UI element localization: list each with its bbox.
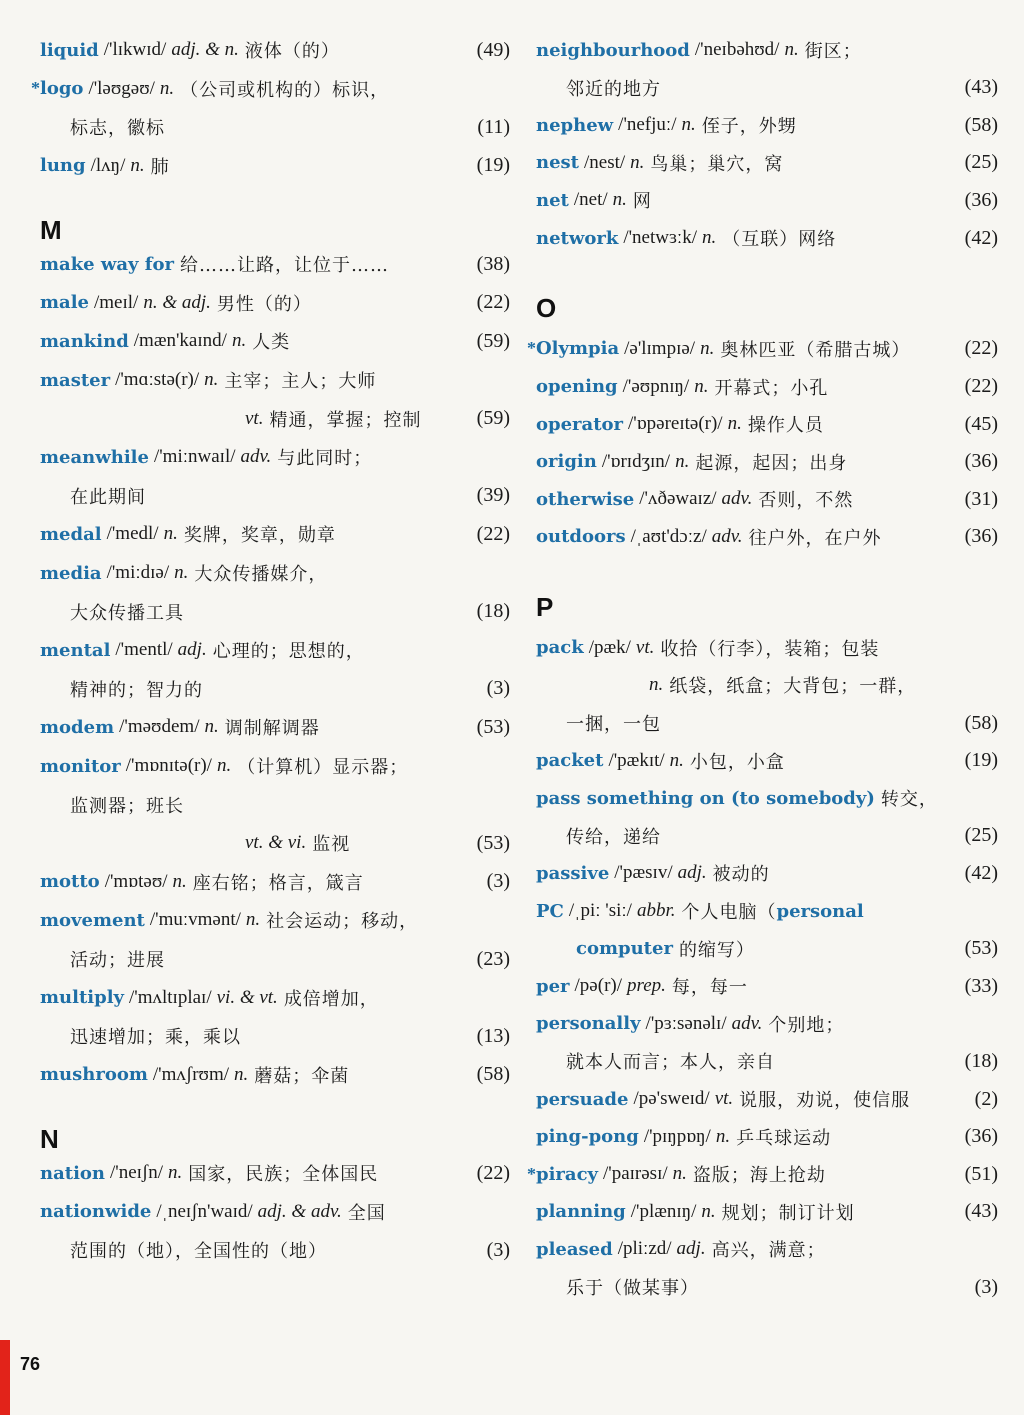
entry-continuation [536, 73, 998, 103]
definition: 成倍增加， [283, 988, 379, 1010]
definition: 调制解调器 [224, 718, 320, 740]
definition: 往户外，在户外 [748, 527, 882, 549]
definition-continuation: 活动；进展 [70, 950, 165, 972]
definition: 奖牌，奖章，勋章 [183, 525, 336, 547]
section-letter-p: P [536, 591, 554, 622]
headword: lung [40, 155, 86, 177]
part-of-speech: n. [675, 450, 690, 472]
entry-continuation [536, 1272, 998, 1302]
headword: nation [40, 1162, 105, 1184]
phonetic: /'pæsɪv/ [614, 862, 673, 884]
definition: 蘑菇；伞菌 [254, 1065, 350, 1087]
entry-modem [40, 712, 510, 742]
definition: 奥林匹亚（希腊古城） [720, 339, 911, 361]
unit-number: (3) [486, 677, 510, 700]
entry-olympia [527, 334, 998, 364]
unit-number: (3) [486, 870, 510, 893]
definition-continuation: 传给，递给 [566, 826, 661, 848]
unit-number: (25) [964, 151, 998, 174]
entry-planning [536, 1197, 998, 1227]
part-of-speech: n. [159, 77, 175, 99]
headword: opening [536, 376, 618, 398]
entry-male [40, 288, 510, 318]
definition: 男性（的） [216, 293, 312, 315]
definition: 街区； [804, 41, 862, 62]
keyword: computer [576, 938, 673, 960]
headword: per [536, 975, 570, 997]
part-of-speech: adv. [731, 1012, 763, 1034]
part-of-speech: prep. [627, 975, 666, 997]
headword: liquid [40, 39, 99, 61]
entry-continuation [40, 1021, 510, 1051]
unit-number: (18) [476, 600, 510, 623]
entry-liquid [40, 35, 510, 65]
entry-monitor [40, 751, 510, 781]
entry-pleased [536, 1234, 998, 1264]
part-of-speech: n. [168, 1162, 183, 1184]
definition: 液体（的） [244, 41, 340, 62]
entry-movement [40, 905, 510, 935]
entry-continuation [40, 1235, 510, 1265]
unit-number: (53) [476, 831, 510, 854]
entry-packet [536, 746, 998, 776]
part-of-speech: n. [630, 151, 645, 173]
headword: logo [40, 78, 84, 100]
part-of-speech: n. [204, 716, 219, 738]
part-of-speech: vt. & vi. [245, 832, 307, 854]
definition: 个别地； [768, 1014, 845, 1036]
entry-personally [536, 1009, 998, 1039]
phonetic: /'pɪŋpɒŋ/ [643, 1125, 711, 1147]
definition: 全国 [347, 1202, 386, 1224]
entry-piracy [527, 1159, 998, 1189]
part-of-speech: n. [701, 1200, 716, 1222]
definition-continuation: 邻近的地方 [566, 78, 661, 100]
entry-nephew [536, 110, 998, 140]
headword: piracy [536, 1163, 598, 1185]
phonetic: /'netwɜːk/ [623, 227, 697, 248]
headword: PC [536, 900, 564, 922]
part-of-speech: adv. [240, 446, 272, 468]
entry-passive [536, 858, 998, 888]
definition: 盗版；海上抢劫 [692, 1165, 826, 1187]
unit-number: (39) [476, 484, 510, 507]
definition: 心理的；思想的， [212, 641, 365, 663]
page-edge-bar [0, 1340, 10, 1415]
part-of-speech: n. [649, 674, 664, 696]
definition: （计算机）显示器； [237, 757, 409, 779]
entry-operator [536, 409, 998, 439]
unit-number: (53) [964, 937, 998, 960]
entry-continuation [536, 708, 998, 738]
part-of-speech: adj. & n. [171, 39, 239, 60]
part-of-speech: adj. & adv. [257, 1200, 342, 1222]
part-of-speech: n. [669, 749, 684, 771]
part-of-speech: n. [672, 1163, 687, 1185]
phonetic: /'nefjuː/ [618, 114, 677, 136]
part-of-speech: adv. [721, 488, 753, 510]
unit-number: (36) [964, 1125, 998, 1148]
unit-number: (36) [964, 525, 998, 548]
definition: 乒乓球运动 [736, 1127, 832, 1149]
headword: nest [536, 152, 579, 174]
definition: 大众传播媒介， [194, 564, 328, 586]
phonetic: /'neɪʃn/ [110, 1162, 164, 1184]
phonetic: /net/ [573, 189, 608, 211]
phonetic: /pliːzd/ [617, 1238, 672, 1260]
definition: 肺 [150, 156, 170, 178]
definition: 精通，掌握；控制 [269, 409, 422, 431]
phonetic: /'medl/ [106, 523, 159, 545]
phonetic: /'pækɪt/ [608, 749, 665, 771]
part-of-speech: vt. [635, 636, 655, 658]
unit-number: (19) [476, 154, 510, 177]
phonetic: /mæn'kaɪnd/ [133, 330, 227, 352]
unit-number: (23) [476, 947, 510, 970]
definition: 社会运动；移动， [266, 911, 419, 933]
part-of-speech: adj. [676, 1238, 706, 1260]
phonetic: /'mɑːstə(r)/ [115, 369, 200, 391]
entry-continuation [536, 670, 998, 700]
part-of-speech: abbr. [636, 900, 676, 922]
entry-continuation [536, 934, 998, 964]
headword: operator [536, 413, 623, 435]
definition: 侄子，外甥 [701, 116, 797, 138]
part-of-speech: n. [231, 330, 247, 352]
entry-meanwhile [40, 442, 510, 472]
unit-number: (22) [964, 375, 998, 398]
definition: 与此同时； [277, 448, 373, 470]
definition: 鸟巢；巢穴，窝 [650, 153, 784, 175]
unit-number: (53) [476, 715, 510, 738]
part-of-speech: n. [681, 114, 696, 136]
headword: network [536, 227, 619, 249]
entry-logo [31, 74, 510, 104]
phonetic: /'muːvmənt/ [149, 909, 241, 931]
part-of-speech: n. [216, 755, 232, 777]
definition: 被动的 [712, 864, 770, 886]
entry-nation [40, 1158, 510, 1188]
unit-number: (31) [964, 487, 998, 510]
entry-continuation [40, 112, 510, 142]
part-of-speech: n. [700, 337, 715, 359]
unit-number: (11) [477, 115, 510, 138]
headword: male [40, 292, 89, 314]
entry-continuation [536, 1046, 998, 1076]
part-of-speech: n. [163, 523, 178, 545]
definition: （公司或机构的）标识， [180, 79, 390, 101]
phonetic: /lʌŋ/ [90, 154, 126, 176]
definition: 给……让路，让位于…… [180, 255, 390, 277]
phonetic: /pə'sweɪd/ [633, 1088, 710, 1110]
entry-continuation [40, 828, 510, 858]
part-of-speech: n. [727, 413, 742, 435]
definition: 人类 [252, 332, 291, 354]
headword: mushroom [40, 1064, 148, 1086]
definition: 国家，民族；全体国民 [188, 1164, 379, 1186]
part-of-speech: n. [715, 1125, 731, 1147]
part-of-speech: n. [612, 189, 627, 211]
part-of-speech: n. [204, 369, 219, 391]
definition: 纸袋，纸盒；大背包；一群， [669, 676, 917, 698]
entry-mankind [40, 326, 510, 356]
definition: （互联）网络 [722, 229, 837, 250]
asterisk-mark: * [31, 78, 40, 99]
unit-number: (58) [964, 113, 998, 136]
part-of-speech: n. [701, 227, 717, 248]
phonetic: /'mentl/ [115, 639, 173, 661]
headword: media [40, 562, 102, 584]
definition-continuation: 大众传播工具 [70, 602, 184, 624]
phonetic: /'miːdɪə/ [106, 562, 170, 584]
entry-motto [40, 867, 510, 897]
headword: origin [536, 451, 597, 473]
headword: planning [536, 1201, 626, 1223]
unit-number: (22) [476, 291, 510, 314]
entry-continuation [40, 944, 510, 974]
definition-continuation: 标志，徽标 [70, 118, 165, 140]
headword: neighbourhood [536, 39, 690, 61]
entry-per [536, 971, 998, 1001]
phonetic: /'plænɪŋ/ [630, 1200, 697, 1222]
unit-number: (42) [964, 861, 998, 884]
phonetic: /pə(r)/ [574, 975, 623, 997]
definition: 个人电脑（ [681, 902, 777, 924]
part-of-speech: adv. [711, 525, 743, 547]
entry-pass [536, 783, 998, 813]
unit-number: (22) [476, 522, 510, 545]
headword: Olympia [536, 338, 620, 360]
phonetic: /'ʌðəwaɪz/ [639, 488, 717, 510]
entry-nationwide [40, 1197, 510, 1227]
entry-neighbourhood [536, 35, 998, 65]
definition: 开幕式；小孔 [714, 377, 829, 399]
definition: 的缩写） [678, 939, 755, 961]
phonetic: /ˌpiː 'siː/ [568, 900, 632, 922]
phonetic: /meɪl/ [94, 291, 139, 313]
definition: 监视 [312, 834, 351, 856]
phonetic: /'miːnwaɪl/ [153, 446, 236, 468]
definition: 说服，劝说，使信服 [739, 1090, 911, 1112]
definition: 高兴，满意； [711, 1240, 826, 1262]
headword: mankind [40, 330, 129, 352]
definition: 小包，小盒 [689, 751, 785, 773]
entry-origin [536, 447, 998, 477]
unit-number: (43) [964, 76, 998, 99]
part-of-speech: adj. [677, 862, 707, 884]
unit-number: (42) [964, 226, 998, 249]
phonetic: /pæk/ [588, 636, 631, 658]
entry-opening [536, 372, 998, 402]
unit-number: (51) [964, 1162, 998, 1185]
unit-number: (45) [964, 412, 998, 435]
entry-continuation [40, 597, 510, 627]
headword: otherwise [536, 488, 635, 510]
definition-continuation: 迅速增加；乘，乘以 [70, 1027, 241, 1049]
unit-number: (33) [964, 974, 998, 997]
asterisk-mark: * [527, 1163, 536, 1184]
unit-number: (22) [476, 1161, 510, 1184]
section-letter-o: O [536, 292, 557, 323]
headword: mental [40, 639, 111, 661]
headword: monitor [40, 755, 121, 777]
entry-make [40, 249, 510, 279]
entry-outdoors [536, 522, 998, 552]
part-of-speech: n. & adj. [143, 291, 211, 313]
section-letter-m: M [40, 214, 62, 245]
part-of-speech: adj. [177, 639, 207, 661]
entry-lung [40, 151, 510, 181]
phonetic: /ˌaʊt'dɔːz/ [630, 525, 707, 547]
unit-number: (2) [974, 1087, 998, 1110]
phonetic: /'paɪrəsɪ/ [603, 1163, 668, 1185]
unit-number: (49) [476, 38, 510, 61]
phonetic: /'lɪkwɪd/ [103, 39, 167, 60]
definition-continuation: 监测器；班长 [70, 795, 184, 817]
keyword: personal [776, 900, 864, 922]
entry-continuation [40, 790, 510, 820]
headword: net [536, 189, 569, 211]
entry-pc [536, 896, 998, 926]
definition: 操作人员 [747, 415, 824, 437]
unit-number: (59) [476, 407, 510, 430]
phonetic: /'əʊpnɪŋ/ [622, 375, 690, 397]
definition: 网 [632, 191, 652, 213]
headword: persuade [536, 1088, 629, 1110]
headword: nationwide [40, 1201, 152, 1223]
entry-continuation [40, 481, 510, 511]
definition-continuation: 范围的（地），全国性的（地） [70, 1241, 327, 1263]
entry-otherwise [536, 484, 998, 514]
definition: 每，每一 [671, 977, 748, 999]
phonetic: /'mʌʃrʊm/ [152, 1063, 230, 1085]
phonetic: /'ɒpəreɪtə(r)/ [628, 413, 723, 435]
entry-media [40, 558, 510, 588]
entry-nest [536, 148, 998, 178]
part-of-speech: n. [784, 39, 799, 60]
headword: ping-pong [536, 1126, 639, 1148]
entry-pack [536, 633, 998, 663]
unit-number: (59) [476, 329, 510, 352]
phonetic: /ˌneɪʃn'waɪd/ [156, 1200, 253, 1222]
unit-number: (13) [476, 1024, 510, 1047]
phonetic: /'mɒnɪtə(r)/ [125, 755, 212, 777]
unit-number: (43) [964, 1200, 998, 1223]
headword: meanwhile [40, 446, 149, 468]
unit-number: (3) [486, 1238, 510, 1261]
section-letter-n: N [40, 1123, 59, 1154]
unit-number: (38) [476, 252, 510, 275]
headword: passive [536, 862, 610, 884]
part-of-speech: vi. & vt. [216, 986, 278, 1008]
phonetic: /'neɪbəhʊd/ [694, 39, 780, 60]
definition-continuation: 乐于（做某事） [566, 1278, 699, 1300]
entry-continuation [40, 404, 510, 434]
unit-number: (25) [964, 824, 998, 847]
headword: personally [536, 1013, 641, 1035]
headword: packet [536, 750, 604, 772]
phonetic: /nest/ [584, 151, 626, 173]
entry-continuation [40, 674, 510, 704]
part-of-speech: n. [694, 375, 709, 397]
definition: 收拾（行李），装箱；包装 [660, 638, 880, 660]
part-of-speech: n. [130, 154, 145, 176]
part-of-speech: vt. [245, 407, 264, 429]
asterisk-mark: * [527, 338, 536, 359]
definition-continuation: 就本人而言；本人，亲自 [566, 1052, 775, 1074]
part-of-speech: n. [172, 870, 187, 892]
part-of-speech: n. [245, 909, 261, 931]
headword: pleased [536, 1238, 613, 1260]
entry-medal [40, 519, 510, 549]
entry-mushroom [40, 1060, 510, 1090]
headword: modem [40, 716, 115, 738]
definition: 座右铭；格言，箴言 [192, 872, 364, 894]
definition: 转交， [880, 789, 938, 811]
headword: pack [536, 637, 584, 659]
definition: 主宰；主人；大师 [224, 371, 377, 393]
headword: movement [40, 909, 145, 931]
part-of-speech: n. [174, 562, 189, 584]
unit-number: (36) [964, 188, 998, 211]
phonetic: /ə'lɪmpɪə/ [624, 337, 696, 359]
phonetic: /'mʌltɪplaɪ/ [129, 986, 212, 1008]
definition-continuation: 精神的；智力的 [70, 679, 203, 701]
definition: 否则，不然 [758, 490, 854, 512]
phonetic: /'mɒtəʊ/ [104, 870, 168, 892]
entry-ping-pong [536, 1122, 998, 1152]
definition: 起源，起因；出身 [695, 452, 848, 474]
unit-number: (58) [476, 1063, 510, 1086]
phonetic: /'məʊdem/ [119, 716, 200, 738]
entry-network [536, 223, 998, 253]
entry-net [536, 185, 998, 215]
headword: make way for [40, 253, 175, 275]
headword: outdoors [536, 526, 626, 548]
unit-number: (22) [964, 337, 998, 360]
unit-number: (36) [964, 450, 998, 473]
definition: 规划；制订计划 [721, 1202, 855, 1224]
unit-number: (58) [964, 711, 998, 734]
entry-continuation [536, 821, 998, 851]
headword: medal [40, 523, 102, 545]
phonetic: /'ɒrɪdʒɪn/ [601, 450, 671, 472]
headword: nephew [536, 114, 614, 136]
definition-continuation: 一捆，一包 [566, 714, 661, 736]
headword: master [40, 369, 111, 391]
headword: pass something on (to somebody) [536, 787, 875, 809]
entry-mental [40, 635, 510, 665]
entry-multiply [40, 983, 510, 1013]
unit-number: (3) [974, 1275, 998, 1298]
phonetic: /'pɜːsənəlɪ/ [645, 1012, 727, 1034]
entry-persuade [536, 1084, 998, 1114]
entry-master [40, 365, 510, 395]
page-number: 76 [20, 1354, 41, 1374]
unit-number: (18) [964, 1049, 998, 1072]
phonetic: /'ləʊgəʊ/ [88, 77, 155, 99]
unit-number: (19) [964, 749, 998, 772]
definition-continuation: 在此期间 [70, 486, 146, 508]
headword: multiply [40, 987, 125, 1009]
part-of-speech: n. [234, 1063, 249, 1085]
headword: motto [40, 871, 100, 893]
part-of-speech: vt. [714, 1088, 734, 1110]
